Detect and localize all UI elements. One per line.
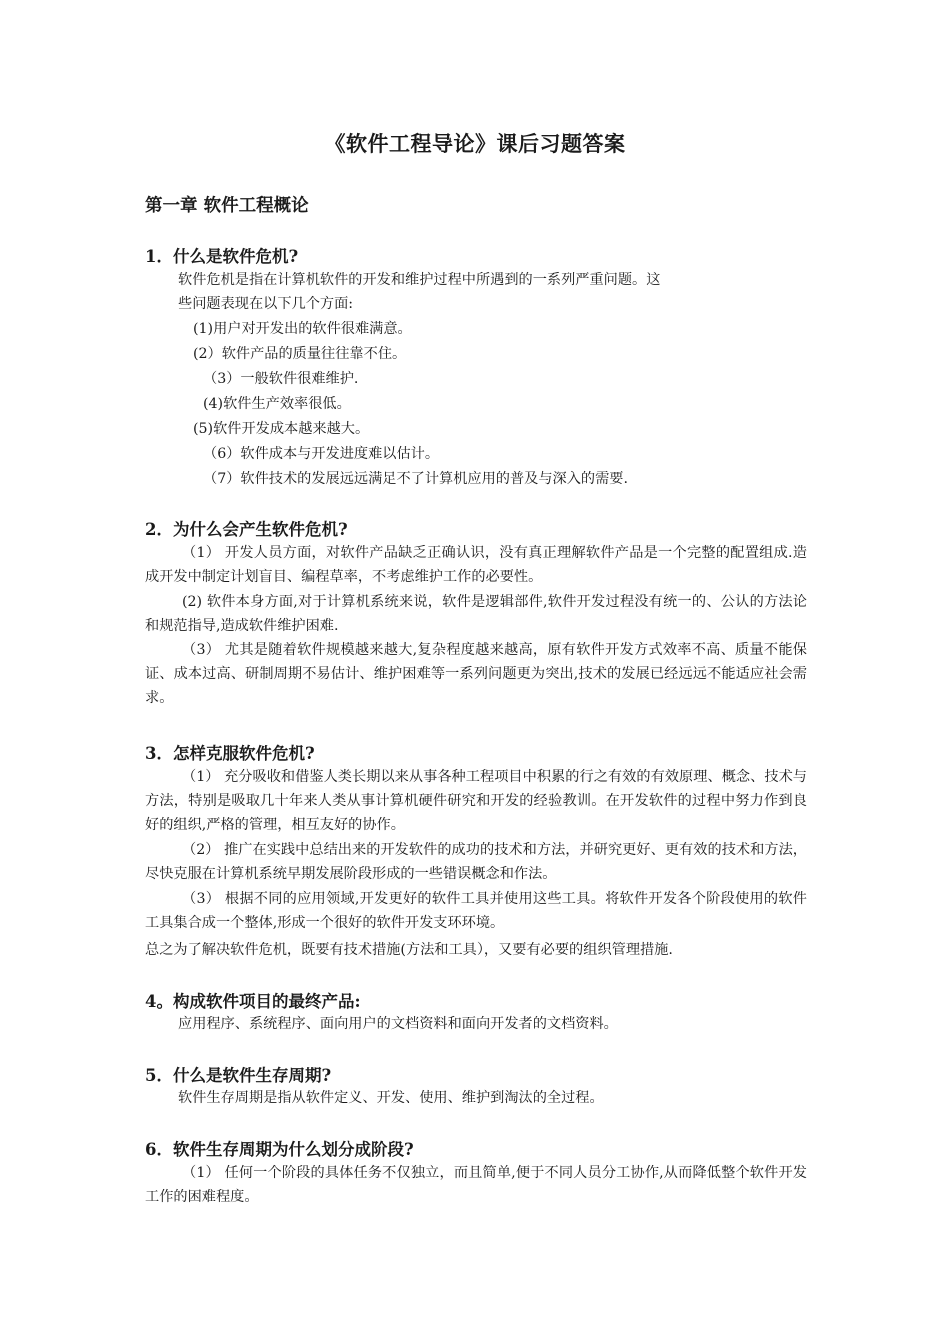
q2-paragraph: （1） 开发人员方面，对软件产品缺乏正确认识，没有真正理解软件产品是一个完整的配置组成.造成开发中制定计划盲目、编程草率，不考虑维护工作的必要性。 [145,545,807,585]
document-title: 《软件工程导论》课后习题答案 [324,131,626,156]
question-6-heading: 6．软件生存周期为什么划分成阶段? [145,1140,414,1159]
q1-item: (1)用户对开发出的软件很难满意。 [193,321,412,337]
question-1-heading: 1．什么是软件危机? [145,247,299,266]
q6-paragraph: （1） 任何一个阶段的具体任务不仅独立，而且简单,便于不同人员分工协作,从而降低整个软件开发工作的困难程度。 [145,1165,807,1205]
question-3-heading: 3．怎样克服软件危机? [145,744,315,763]
chapter-heading: 第一章 软件工程概论 [145,196,309,216]
q3-paragraph: （3） 根据不同的应用领域,开发更好的软件工具并使用这些工具。将软件开发各个阶段使用的软件工具集合成一个整体,形成一个很好的软件开发支环环境。 [145,891,807,931]
q2-paragraph: (2) 软件本身方面,对于计算机系统来说，软件是逻辑部件,软件开发过程没有统一的、公认的方法论和规范指导,造成软件维护困难. [145,594,807,634]
q1-item: (4)软件生产效率很低。 [203,396,351,412]
q1-item: (5)软件开发成本越来越大。 [193,421,370,437]
q5-answer: 软件生存周期是指从软件定义、开发、使用、维护到淘汰的全过程。 [178,1090,604,1106]
q2-paragraph: （3） 尤其是随着软件规模越来越大,复杂程度越来越高，原有软件开发方式效率不高、质量不能保证、成本过高、研制周期不易估计、维护困难等一系列问题更为突出,技术的发展已经远远不能适应社会需求。 [145,642,807,706]
question-2-heading: 2．为什么会产生软件危机? [145,520,348,539]
question-4-heading: 4。构成软件项目的最终产品: [145,992,361,1011]
q3-summary: 总之为了解决软件危机，既要有技术措施(方法和工具），又要有必要的组织管理措施. [145,942,673,958]
question-5-heading: 5．什么是软件生存周期? [145,1066,332,1085]
q1-item: （6）软件成本与开发进度难以估计。 [203,446,440,462]
q1-item: (2）软件产品的质量往往靠不住。 [193,346,407,362]
q1-intro-line-1: 软件危机是指在计算机软件的开发和维护过程中所遇到的一系列严重问题。这 [178,272,661,288]
q4-answer: 应用程序、系统程序、面向用户的文档资料和面向开发者的文档资料。 [178,1016,618,1032]
q3-paragraph: （2） 推广在实践中总结出来的开发软件的成功的技术和方法，并研究更好、更有效的技术和方法，尽快克服在计算机系统早期发展阶段形成的一些错误概念和作法。 [145,842,807,882]
q1-intro-line-2: 些问题表现在以下几个方面: [178,296,354,312]
q1-item: （7）软件技术的发展远远满足不了计算机应用的普及与深入的需要. [203,471,628,487]
q3-paragraph: （1） 充分吸收和借鉴人类长期以来从事各种工程项目中积累的行之有效的有效原理、概念、技术与方法，特别是吸取几十年来人类从事计算机硬件研究和开发的经验教训。在开发软件的过程中努力作到良好的组织,严格的管理，相互友好的协作。 [145,769,807,833]
q1-item: （3）一般软件很难维护. [203,371,359,387]
